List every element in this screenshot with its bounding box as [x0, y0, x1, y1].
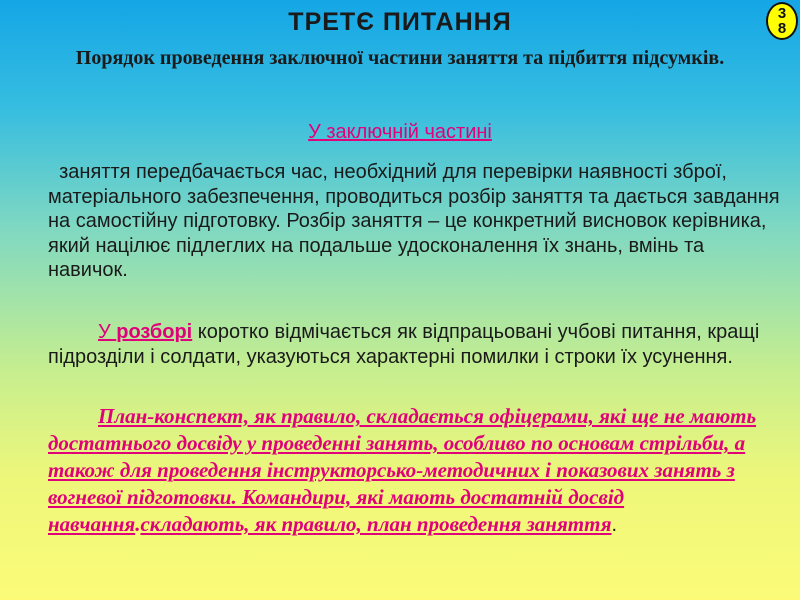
paragraph-debrief: [48, 320, 783, 369]
paragraph-lesson-plan-part1: План-конспект, як правило, складається офіцерами, які ще не мають достатнього досвіду у проведенні занять, особливо по основам стрільби, а також для проведення інструкторсько-методичних і показових занять з вогневої підготовки. Командири, які мають достатній досвід навчання: [48, 404, 757, 536]
paragraph-conclusion: [48, 160, 786, 283]
paragraph-conclusion-text: заняття передбачається час, необхідний для перевірки наявності зброї, матеріального забезпечення, проводиться розбір заняття та дається завдання на самостійну підготовку. Розбір заняття – це конкретний висновок керівника, який націлює підлеглих на подальше удосконалення їх знань, вмінь та навичок.: [48, 161, 786, 281]
paragraph-lesson-plan-part2: складають, як правило, план проведення заняття: [140, 512, 612, 536]
paragraph-debrief-lead-bold: розборі: [116, 321, 193, 343]
paragraph-lesson-plan-separator: .: [135, 512, 141, 536]
paragraph-lesson-plan-end: .: [611, 514, 618, 536]
slide-number-digit-2: 8: [777, 20, 787, 37]
section-heading: У заключній частині: [308, 121, 492, 143]
paragraph-debrief-lead-prefix: У: [98, 321, 117, 343]
slide-subtitle: Порядок проведення заключної частини заняття та підбиття підсумків.: [75, 47, 725, 69]
slide-number-digit-1: 3: [777, 5, 787, 22]
paragraph-debrief-text: коротко відмічається як відпрацьовані учбові питання, кращі підрозділи і солдати, указуються характерні помилки і строки їх усунення.: [48, 321, 760, 368]
paragraph-lesson-plan: [48, 403, 783, 538]
paragraph-debrief-lead: [98, 321, 192, 343]
slide-title: ТРЕТЄ ПИТАННЯ: [288, 8, 512, 36]
